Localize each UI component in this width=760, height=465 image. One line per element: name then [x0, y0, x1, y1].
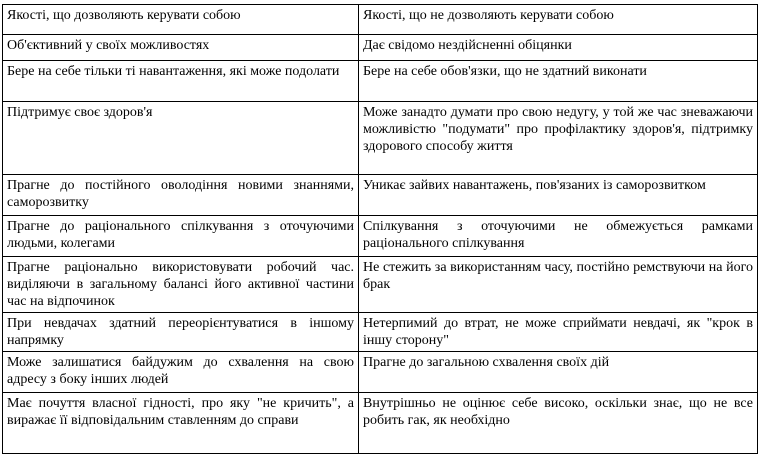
table-cell-negative: Прагне до загальною схвалення своїх дій — [359, 352, 758, 393]
table-cell-positive: Бере на себе тільки ті навантаження, які може подолати — [3, 61, 359, 102]
table-row — [3, 257, 758, 313]
header-cell-negative: Якості, що не дозволяють керувати собою — [359, 5, 758, 35]
table-row — [3, 175, 758, 216]
table-cell-negative: Дає свідомо нездійсненні обіцянки — [359, 35, 758, 61]
table-cell-negative: Бере на себе обов'язки, що не здатний виконати — [359, 61, 758, 102]
table-row — [3, 35, 758, 61]
table-cell-negative: Нетерпимий до втрат, не може сприймати невдачі, як "крок в іншу сторону" — [359, 313, 758, 352]
table-cell-positive: Об'єктивний у своїх можливостях — [3, 35, 359, 61]
qualities-table — [2, 4, 758, 454]
table-cell-negative: Не стежить за використанням часу, постійно ремствуючи на його брак — [359, 257, 758, 313]
header-cell-positive: Якості, що дозволяють керувати собою — [3, 5, 359, 35]
table-cell-negative: Внутрішньо не оцінює себе високо, оскільки знає, що не все робить гак, як необхідно — [359, 393, 758, 454]
table-cell-positive: Підтримує своє здоров'я — [3, 102, 359, 175]
table-cell-positive: Прагне до раціонального спілкування з оточуючими людьми, колегами — [3, 216, 359, 257]
table-row — [3, 393, 758, 454]
table-cell-negative: Спілкування з оточуючими не обмежується рамками раціонального спілкування — [359, 216, 758, 257]
table-cell-positive: Прагне раціонально використовувати робочий час. виділяючи в загальному балансі його активної частини час на відпочинок — [3, 257, 359, 313]
table-cell-positive: Має почуття власної гідності, про яку "не кричить", а виражає її відповідальним ставленням до справи — [3, 393, 359, 454]
table-row — [3, 61, 758, 102]
table-row — [3, 313, 758, 352]
table-row — [3, 352, 758, 393]
table-header-row — [3, 5, 758, 35]
table-cell-negative: Уникає зайвих навантажень, пов'язаних із саморозвитком — [359, 175, 758, 216]
table-cell-positive: Прагне до постійного оволодіння новими знаннями, саморозвитку — [3, 175, 359, 216]
table-cell-positive: Може залишатися байдужим до схвалення на свою адресу з боку інших людей — [3, 352, 359, 393]
table-row — [3, 102, 758, 175]
table-cell-negative: Може занадто думати про свою недугу, у той же час зневажаючи можливістю "подумати" про профілактику здоров'я, підтримку здорового способу життя — [359, 102, 758, 175]
table-row — [3, 216, 758, 257]
table-cell-positive: При невдачах здатний переорієнтуватися в іншому напрямку — [3, 313, 359, 352]
